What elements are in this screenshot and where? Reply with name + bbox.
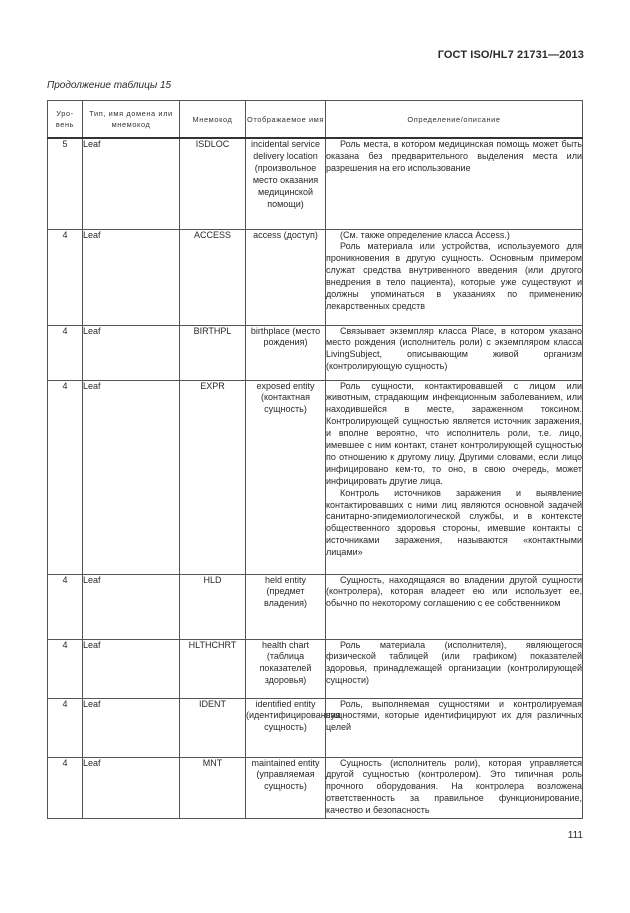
definition-paragraph: Роль материала (исполнителя), являющегося физической таблицей (или графиком) показателей здоровья, принадлежащей организации (контролирующей сущности)	[326, 639, 582, 686]
table-row	[48, 639, 583, 698]
table-caption: Продолжение таблицы 15	[47, 80, 172, 91]
row-mnemonic: HLTHCHRT	[180, 639, 246, 698]
roles-table	[47, 100, 583, 819]
definition-paragraph: Контроль источников заражения и выявление контактировавших с ними лиц являются основной задачей санитарно-эпидемиологической службы, и в контексте общественного здоровья стороны, имевшие контакты с источниками заражения, называются «контактными лицами»	[326, 487, 582, 558]
row-level: 4	[48, 757, 83, 818]
row-display-name: exposed entity (контактная сущность)	[246, 380, 326, 574]
row-definition	[326, 757, 583, 818]
table-header-row	[48, 101, 583, 139]
row-level: 4	[48, 229, 83, 325]
row-definition	[326, 698, 583, 757]
table-row	[48, 574, 583, 639]
table-row	[48, 229, 583, 325]
row-level: 4	[48, 698, 83, 757]
row-type: Leaf	[83, 574, 180, 639]
definition-paragraph: Роль места, в котором медицинская помощь может быть оказана без предварительного выделения места или разрешения на его использование	[326, 139, 582, 173]
row-level: 4	[48, 325, 83, 380]
row-type: Leaf	[83, 639, 180, 698]
row-display-name: birthplace (место рождения)	[246, 325, 326, 380]
col-header-definition: Определение/описание	[326, 101, 583, 139]
table-row	[48, 380, 583, 574]
row-definition	[326, 325, 583, 380]
definition-paragraph: Роль материала или устройства, используемого для проникновения в другую сущность. Основным примером служат средства внутривенного введения (или другого внедрения в тело пациента), которые уже существуют и должны упоминаться в указаниях по применению лекарственных средств	[326, 241, 582, 311]
row-mnemonic: IDENT	[180, 698, 246, 757]
row-level: 5	[48, 138, 83, 229]
row-level: 4	[48, 380, 83, 574]
col-header-domain-type: Тип, имя домена или мнемокод	[83, 101, 180, 139]
definition-paragraph: Сущность, находящаяся во владении другой сущности (контролера), которая владеет ею или использует ее, обычно по некоторому соглашению с ее собственником	[326, 574, 582, 609]
table-row	[48, 138, 583, 229]
row-type: Leaf	[83, 325, 180, 380]
row-display-name: access (доступ)	[246, 229, 326, 325]
col-header-mnemonic: Мнемокод	[180, 101, 246, 139]
col-header-display-name: Отображаемое имя	[246, 101, 326, 139]
table-row	[48, 698, 583, 757]
row-mnemonic: ACCESS	[180, 229, 246, 325]
row-definition	[326, 380, 583, 574]
row-mnemonic: EXPR	[180, 380, 246, 574]
row-definition	[326, 574, 583, 639]
definition-paragraph: Связывает экземпляр класса Place, в котором указано место рождения (исполнитель роли) с экземпляром класса LivingSubject, описывающим живой организм (контролирующую сущность)	[326, 325, 582, 372]
row-display-name: health chart (таблица показателей здоровья)	[246, 639, 326, 698]
page-number: 111	[567, 830, 583, 841]
table-row	[48, 757, 583, 818]
row-type: Leaf	[83, 380, 180, 574]
row-display-name: maintained entity (управляемая сущность)	[246, 757, 326, 818]
row-definition	[326, 229, 583, 325]
row-display-name: identified entity (идентифицированная сущность)	[246, 698, 326, 757]
row-type: Leaf	[83, 757, 180, 818]
definition-paragraph: (См. также определение класса Access.)	[340, 229, 510, 240]
table-row	[48, 325, 583, 380]
row-mnemonic: HLD	[180, 574, 246, 639]
definition-paragraph: Роль, выполняемая сущностями и контролируемая сущностями, которые идентифицируют их для различных целей	[326, 698, 582, 733]
row-type: Leaf	[83, 698, 180, 757]
row-mnemonic: MNT	[180, 757, 246, 818]
document-standard-header: ГОСТ ISO/HL7 21731—2013	[437, 49, 584, 61]
row-mnemonic: BIRTHPL	[180, 325, 246, 380]
definition-paragraph: Сущность (исполнитель роли), которая управляется другой сущностью (контролером). Это типичная роль прочного оборудования. На контролера возложена ответственность за правильное функционирование, качество и безопасность	[326, 757, 582, 816]
definition-paragraph: Роль сущности, контактировавшей с лицом или животным, страдающим инфекционным заболеванием, или находившейся в месте, зараженном токсином. Контролирующей сущностью является источник заражения, и вполне вероятно, что исполнитель роли, т.е. лицо, имевшее с ним контакт, станет контролирующей сущностью по отношению к другому лицу. Другими словами, если лицо инфицировано кем-то, то оно, в свою очередь, может инфицировать другие лица.	[326, 380, 582, 486]
row-level: 4	[48, 639, 83, 698]
row-definition	[326, 138, 583, 229]
row-level: 4	[48, 574, 83, 639]
row-definition	[326, 639, 583, 698]
row-display-name: held entity (предмет владения)	[246, 574, 326, 639]
row-mnemonic: ISDLOC	[180, 138, 246, 229]
row-display-name: incidental service delivery location (произвольное место оказания медицинской помощи)	[246, 138, 326, 229]
row-type: Leaf	[83, 229, 180, 325]
col-header-level: Уро-вень	[48, 101, 83, 139]
row-type: Leaf	[83, 138, 180, 229]
